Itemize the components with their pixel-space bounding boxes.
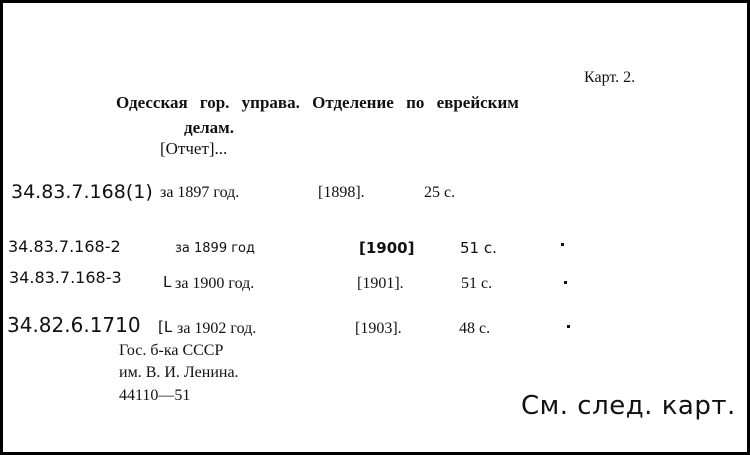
tick-mark-3 — [564, 281, 567, 284]
pages-1: 25 с. — [424, 184, 456, 201]
pages-3: 51 с. — [461, 275, 493, 292]
published-1: [1898]. — [318, 184, 365, 201]
shelfmark-2: 34.83.7.168-2 — [8, 237, 121, 256]
published-4: [1903]. — [355, 320, 402, 337]
library-line-1: Гос. б-ка СССР — [119, 342, 224, 359]
see-next-note: См. след. карт. — [521, 391, 736, 421]
year-3: за 1900 год. — [175, 275, 255, 292]
bracket-mark-4: [L — [158, 318, 173, 336]
pages-2: 51 с. — [460, 239, 497, 257]
tick-mark-2 — [561, 243, 564, 246]
card-number: Карт. 2. — [584, 69, 636, 86]
shelfmark-1: 34.83.7.168(1) — [11, 181, 153, 203]
pages-4: 48 с. — [459, 320, 491, 337]
year-2: за 1899 год — [175, 241, 255, 256]
heading-line-2: делам. — [184, 118, 235, 137]
shelfmark-4: 34.82.6.1710 — [7, 313, 141, 337]
library-line-3: 44110—51 — [119, 387, 191, 404]
shelfmark-3: 34.83.7.168-3 — [9, 268, 122, 287]
subtitle: [Отчет]... — [160, 139, 228, 158]
bracket-mark-3: L — [163, 273, 172, 291]
tick-mark-4 — [567, 325, 570, 328]
heading-line-1: Одесская гор. управа. Отделение по еврейским — [116, 93, 519, 112]
published-3: [1901]. — [357, 275, 404, 292]
published-2: [1900] — [359, 239, 415, 257]
year-4: за 1902 год. — [177, 320, 257, 337]
year-1: за 1897 год. — [160, 184, 240, 201]
library-line-2: им. В. И. Ленина. — [119, 364, 239, 381]
